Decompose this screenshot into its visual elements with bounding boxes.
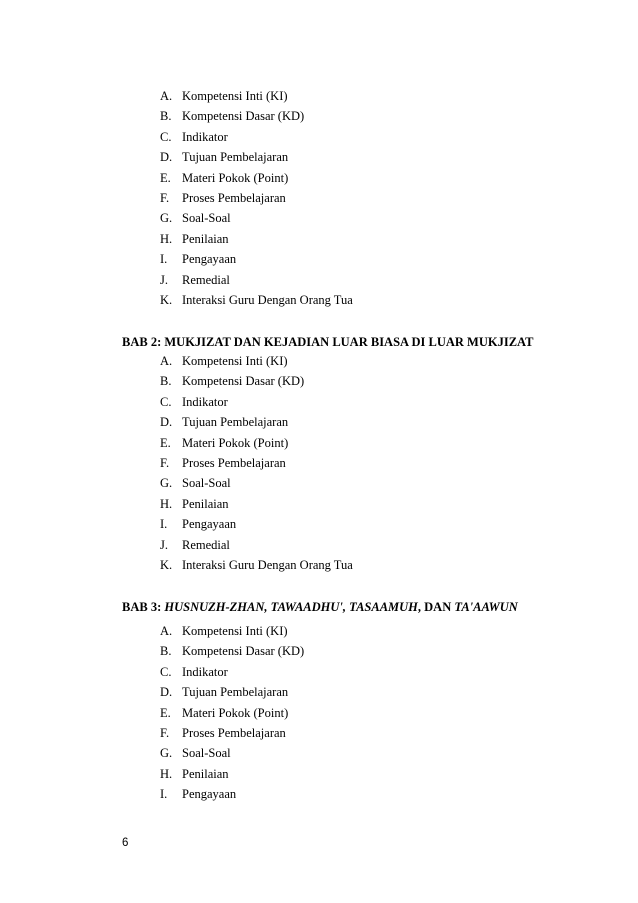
list-marker: H. [160,231,173,246]
section-heading-bab3 [122,597,518,617]
list-item-text: Indikator [182,664,228,679]
list-marker: D. [160,415,173,430]
list-item-text: Soal-Soal [182,476,231,491]
list-marker: C. [160,664,172,679]
list-item-text: Soal-Soal [182,746,231,761]
heading-separator: , DAN [417,600,455,614]
list-marker: K. [160,292,173,307]
list-marker: B. [160,109,172,124]
list-marker: J. [160,272,168,287]
list-marker: H. [160,496,173,511]
list-marker: B. [160,374,172,389]
list-item-text: Materi Pokok (Point) [182,435,289,450]
list-marker: C. [160,129,172,144]
list-marker: E. [160,705,171,720]
list-marker: D. [160,150,173,165]
list-item-text: Kompetensi Dasar (KD) [182,644,305,659]
list-marker: A. [160,624,173,638]
list-item-text: Tujuan Pembelajaran [182,415,289,430]
list-marker: I. [160,252,168,267]
list-item-text: Proses Pembelajaran [182,190,286,205]
list-item-text: Remedial [182,537,230,552]
list-item-text: Kompetensi Dasar (KD) [182,109,305,124]
list-item-text: Penilaian [182,496,229,511]
list-item-text: Indikator [182,394,228,409]
list-marker: A. [160,354,173,368]
list-marker: A. [160,89,173,103]
list-item-text: Pengayaan [182,517,237,532]
list-marker: H. [160,766,173,781]
list-marker: F. [160,455,170,470]
list-item-text: Kompetensi Inti (KI) [182,89,288,103]
heading-prefix: BAB 3: [122,600,165,614]
list-marker: F. [160,190,170,205]
list-item-text: Kompetensi Dasar (KD) [182,374,305,389]
list-marker: G. [160,476,173,491]
list-marker: J. [160,537,168,552]
list-marker: G. [160,211,173,226]
list-marker: K. [160,557,173,572]
heading-term-1: HUSNUZH-ZHAN, TAWAADHU', TASAAMUH [164,600,418,614]
list-item-text: Tujuan Pembelajaran [182,150,289,165]
list-item-text: Soal-Soal [182,211,231,226]
list-item-text: Penilaian [182,231,229,246]
list-item-text: Tujuan Pembelajaran [182,685,289,700]
list-item-text: Interaksi Guru Dengan Orang Tua [182,292,353,307]
list-item-text: Pengayaan [182,787,237,802]
list-marker: E. [160,170,171,185]
list-marker: G. [160,746,173,761]
list-marker: E. [160,435,171,450]
page-number: 6 [122,837,129,849]
list-item-text: Interaksi Guru Dengan Orang Tua [182,557,353,572]
list-item-text: Proses Pembelajaran [182,455,286,470]
list-item-text: Indikator [182,129,228,144]
list-marker: F. [160,725,170,740]
list-item-text: Materi Pokok (Point) [182,705,289,720]
list-marker: B. [160,644,172,659]
list-item-text: Remedial [182,272,230,287]
list-item-text: Proses Pembelajaran [182,725,286,740]
list-marker: I. [160,517,168,532]
list-item-text: Kompetensi Inti (KI) [182,354,288,368]
section-heading-bab2: BAB 2: MUKJIZAT DAN KEJADIAN LUAR BIASA DI LUAR MUKJIZAT [122,335,534,349]
list-item-text: Kompetensi Inti (KI) [182,624,288,638]
list-item-text: Pengayaan [182,252,237,267]
list-item-text: Penilaian [182,766,229,781]
list-marker: C. [160,394,172,409]
list-item-text: Materi Pokok (Point) [182,170,289,185]
list-marker: D. [160,685,173,700]
list-marker: I. [160,787,168,802]
heading-term-2: TA'AAWUN [454,600,518,614]
